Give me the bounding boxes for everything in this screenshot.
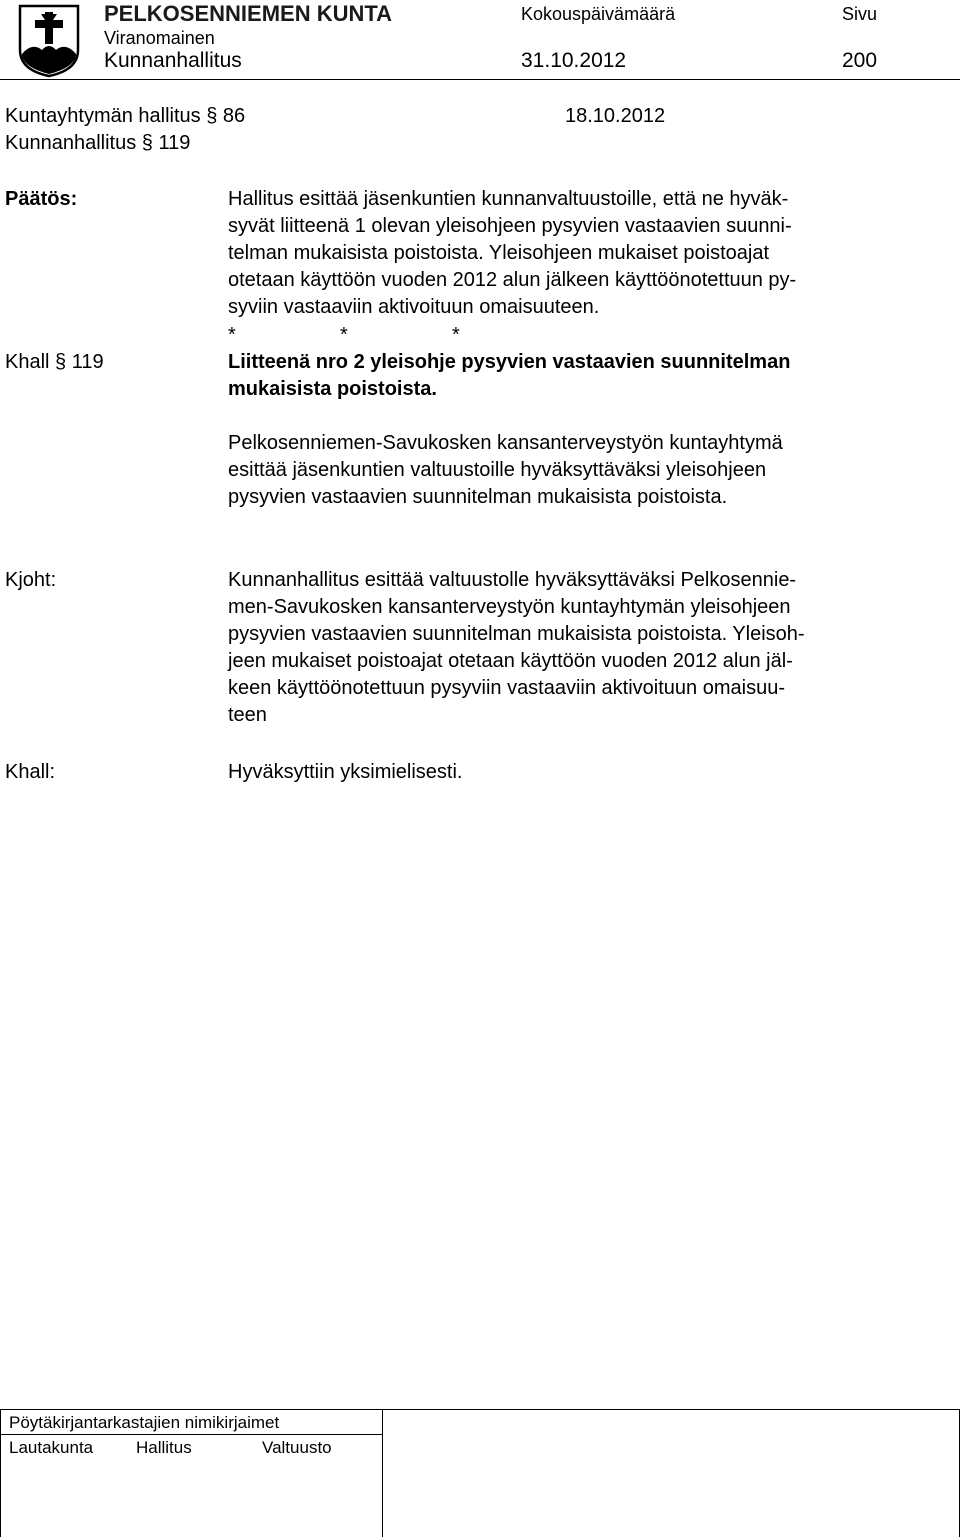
khall-paragraph xyxy=(228,430,928,511)
paatos-text xyxy=(228,186,928,321)
attachment-note xyxy=(228,349,928,403)
khall-label: Khall xyxy=(5,351,50,373)
reference-section: 119 xyxy=(158,132,191,154)
text-line: esittää jäsenkuntien valtuustoille hyväksyttäväksi yleisohjeen xyxy=(228,459,767,481)
text-line: pysyvien vastaavien suunnitelman mukaisista poistoista. Yleisoh- xyxy=(228,623,805,645)
footer-rule-top xyxy=(0,1409,960,1410)
footer-column-hallitus: Hallitus xyxy=(136,1438,192,1457)
text-line: syviin vastaaviin aktivoituun omaisuuteen. xyxy=(228,296,600,318)
footer-column-valtuusto: Valtuusto xyxy=(262,1438,332,1457)
text-line: Liitteenä nro 2 yleisohje pysyvien vastaavien suunnitelman xyxy=(228,351,791,373)
meeting-date: 31.10.2012 xyxy=(521,49,627,72)
meeting-date-label: Kokouspäivämäärä xyxy=(521,4,676,24)
footer-rule-left xyxy=(0,1409,1,1537)
reference-line-2 xyxy=(5,130,190,157)
separator-asterisk: * xyxy=(228,324,236,346)
page-label: Sivu xyxy=(842,4,878,24)
footer-rule-divider xyxy=(382,1409,383,1537)
text-line: Pelkosenniemen-Savukosken kansanterveystyön kuntayhtymä xyxy=(228,432,783,454)
kjoht-text xyxy=(228,567,928,729)
authority-label: Viranomainen xyxy=(104,28,215,48)
footer-title: Pöytäkirjantarkastajien nimikirjaimet xyxy=(9,1413,280,1432)
khall-decision-label: Khall: xyxy=(5,761,56,783)
reference-date: 18.10.2012 xyxy=(565,105,666,127)
reference-body: Kuntayhtymän hallitus xyxy=(5,105,201,127)
header-rule xyxy=(0,79,960,80)
text-line: jeen mukaiset poistoajat otetaan käyttöön vuoden 2012 alun jäl- xyxy=(228,650,793,672)
text-line: mukaisista poistoista. xyxy=(228,378,437,400)
text-line: pysyvien vastaavien suunnitelman mukaisista poistoista. xyxy=(228,486,728,508)
text-line: Hallitus esittää jäsenkuntien kunnanvaltuustoille, että ne hyväk- xyxy=(228,188,789,210)
section-sign: § xyxy=(55,351,67,373)
text-line: keen käyttöönotettuun pysyviin vastaaviin aktivoituun omaisuu- xyxy=(228,677,785,699)
kjoht-label: Kjoht: xyxy=(5,569,57,591)
text-line: teen xyxy=(228,704,267,726)
reference-section: 86 xyxy=(222,105,246,127)
separator-asterisk: * xyxy=(452,324,460,346)
reference-body: Kunnanhallitus xyxy=(5,132,137,154)
text-line: syvät liitteenä 1 olevan yleisohjeen pysyvien vastaavien suunni- xyxy=(228,215,792,237)
footer-column-lautakunta: Lautakunta xyxy=(9,1438,94,1457)
khall-section: 119 xyxy=(71,351,104,373)
khall-decision-text xyxy=(228,759,928,786)
text-line: Hyväksyttiin yksimielisesti. xyxy=(228,761,463,783)
text-line: men-Savukosken kansanterveystyön kuntayhtymän yleisohjeen xyxy=(228,596,791,618)
text-line: telman mukaisista poistoista. Yleisohjeen mukaiset poistoajat xyxy=(228,242,770,264)
page-number: 200 xyxy=(842,49,878,72)
organization-name: PELKOSENNIEMEN KUNTA xyxy=(104,1,393,26)
text-line: Kunnanhallitus esittää valtuustolle hyväksyttäväksi Pelkosennie- xyxy=(228,569,797,591)
paatos-label: Päätös: xyxy=(5,188,78,210)
text-line: otetaan käyttöön vuoden 2012 alun jälkeen käyttöönotettuun py- xyxy=(228,269,797,291)
reference-line-1 xyxy=(5,103,245,130)
section-sign: § xyxy=(141,132,153,154)
coat-of-arms-logo xyxy=(18,4,80,78)
footer-rule-mid xyxy=(0,1434,382,1435)
body-name: Kunnanhallitus xyxy=(104,49,242,72)
separator-asterisk: * xyxy=(340,324,348,346)
khall-119-label xyxy=(5,349,104,376)
section-sign: § xyxy=(206,105,218,127)
